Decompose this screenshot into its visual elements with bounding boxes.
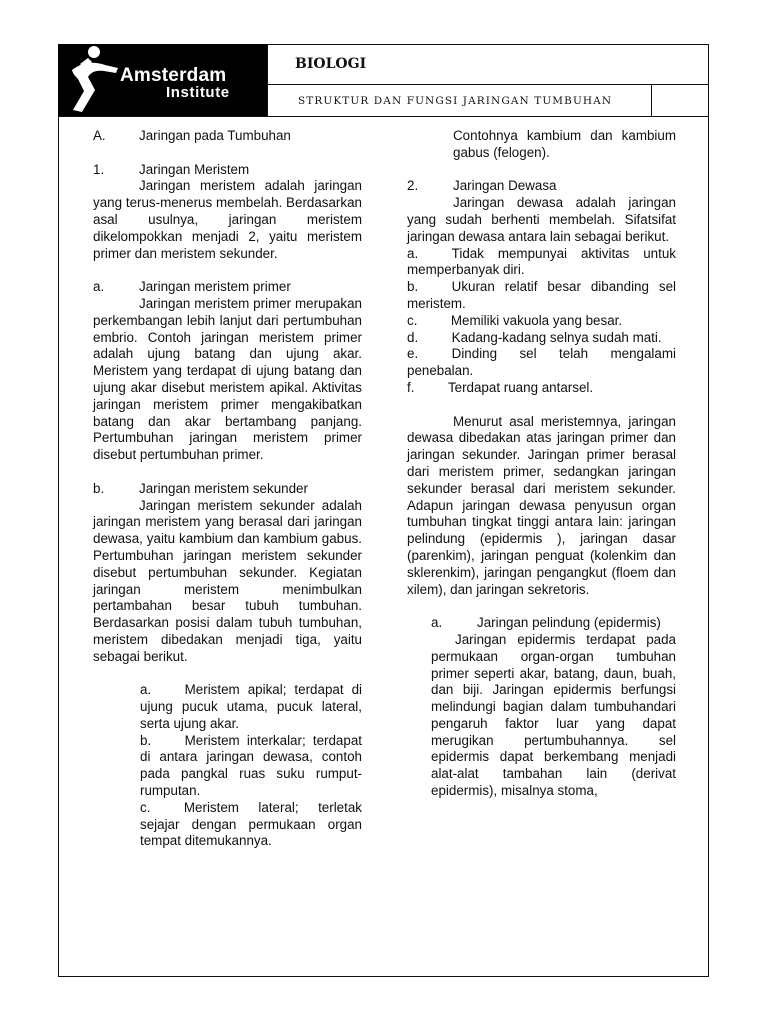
list-item — [407, 346, 676, 380]
paragraph: Jaringan meristem adalah jaringan yang terus-menerus membelah. Berdasarkan asal usulnya, jaringan meristem dikelompokkan menjadi 2, yaitu meristem primer dan meristem sekunder. — [93, 178, 362, 261]
subsection-heading — [93, 481, 362, 498]
meristem-position-list — [140, 682, 362, 850]
subsection-title: Jaringan Meristem — [139, 161, 250, 177]
list-item-number: d. — [407, 329, 419, 345]
subsection-title: Jaringan meristem primer — [139, 279, 291, 295]
header — [58, 44, 709, 117]
section-heading — [93, 128, 362, 145]
subsection-number: a. — [93, 279, 105, 295]
amsterdam-institute-logo — [58, 44, 267, 117]
subsection-number: 1. — [93, 161, 105, 177]
subsection-number: 2. — [407, 178, 419, 194]
section-number: A. — [93, 128, 106, 143]
list-item-text: Kadang-kadang selnya sudah mati. — [451, 329, 662, 345]
list-item: b. Meristem interkalar; terdapat di antara jaringan dewasa, contoh pada pangkal ruas suku rumput-rumputan. — [140, 732, 362, 799]
list-item-text: Memiliki vakuola yang besar. — [450, 312, 623, 328]
header-divider — [58, 116, 709, 117]
subsection-number: a. — [431, 615, 443, 631]
epidermis-section — [431, 615, 676, 800]
subsection-heading — [431, 615, 676, 632]
left-column — [93, 128, 362, 850]
subsection-number: b. — [93, 480, 105, 496]
subsection-title: Jaringan Dewasa — [453, 178, 557, 194]
list-item — [407, 246, 676, 280]
paragraph: Jaringan meristem sekunder adalah jaringan meristem yang berasal dari jaringan dewasa, yaitu kambium dan kambium gabus. Pertumbuhan jaringan meristem sekunder disebut pertumbuhan sekunder. Kegiatan jaringan meristem menimbulkan pertambahan besar tubuh tumbuhan. Berdasarkan posisi dalam tubuh tumbuhan, meristem dibedakan menjadi tiga, yaitu sebagai berikut. — [93, 497, 362, 664]
list-item: c. Meristem lateral; terletak sejajar dengan permukaan organ tempat ditemukannya. — [140, 799, 362, 849]
subsection-title: Jaringan meristem sekunder — [139, 480, 308, 496]
list-item-number: b. — [407, 279, 419, 295]
list-item-number: a. — [407, 245, 419, 261]
list-item-number: e. — [407, 346, 419, 362]
subsection-heading — [93, 279, 362, 296]
section-title: Jaringan pada Tumbuhan — [139, 128, 291, 143]
paragraph: Jaringan dewasa adalah jaringan yang sudah berhenti membelah. Sifatsifat jaringan dewasa antara lain sebagai berikut. — [407, 195, 676, 244]
subject-cell — [267, 44, 709, 85]
subject-title: BIOLOGI — [295, 56, 367, 72]
list-item — [407, 330, 676, 347]
list-item-text: Dinding sel telah mengalami penebalan. — [407, 346, 676, 379]
list-item-text: Tidak mempunyai aktivitas untuk memperbanyak diri. — [407, 245, 676, 278]
traits-list — [407, 246, 676, 397]
topic-title: STRUKTUR DAN FUNGSI JARINGAN TUMBUHAN — [298, 95, 613, 107]
paragraph: Jaringan meristem primer merupakan perkembangan lebih lanjut dari pertumbuhan embrio. Contoh jaringan meristem primer adalah ujung batang dan ujung akar. Meristem yang terdapat di ujung batang dan ujung akar disebut meristem apikal. Aktivitas jaringan meristem primer mengakibatkan batang dan akar bertambang panjang. Pertumbuhan jaringan meristem primer disebut pertumbuhan primer. — [93, 295, 362, 463]
list-item — [407, 279, 676, 313]
list-item-number: f. — [407, 379, 415, 395]
list-item-number: c. — [407, 312, 418, 328]
list-item — [407, 380, 676, 397]
subsection-heading — [407, 178, 676, 195]
subsection-title: Jaringan pelindung (epidermis) — [477, 615, 661, 631]
list-item-text: Terdapat ruang antarsel. — [447, 379, 594, 395]
logo-word-amsterdam: Amsterdam — [120, 65, 227, 86]
paragraph: Jaringan epidermis terdapat pada permukaan organ-organ tumbuhan primer seperti akar, batang, daun, buah, dan biji. Jaringan epidermis berfungsi melindungi bagian dalam tumbuhandari pengaruh faktor luar yang dapat merugikan pertumbuhannya. sel epidermis dapat berkembang menjadi alat-alat tambahan lain (derivat epidermis), misalnya stoma, — [431, 631, 676, 799]
list-item: a. Meristem apikal; terdapat di ujung pucuk utama, pucuk lateral, serta ujung akar. — [140, 682, 362, 731]
blank-cell — [651, 85, 709, 117]
topic-cell — [267, 85, 651, 117]
right-column — [407, 128, 676, 800]
paragraph: Menurut asal meristemnya, jaringan dewasa dibedakan atas jaringan primer dan jaringan sekunder. Jaringan primer berasal dari meristem primer, sedangkan jaringan sekunder berasal dari meristem sekunder. Adapun jaringan dewasa penyusun organ tumbuhan tingkat tinggi antara lain: jaringan pelindung (epidermis ), jaringan dasar (parenkim), jaringan penguat (kolenkim dan sklerenkim), jaringan pengangkut (floem dan xilem), dan jaringan sekretoris. — [407, 413, 676, 597]
subsection-heading — [93, 162, 362, 179]
list-item-text: Ukuran relatif besar dibanding sel meristem. — [407, 279, 676, 311]
list-item — [407, 313, 676, 330]
logo-word-institute: Institute — [166, 84, 230, 101]
paragraph: Contohnya kambium dan kambium gabus (felogen). — [453, 128, 676, 160]
